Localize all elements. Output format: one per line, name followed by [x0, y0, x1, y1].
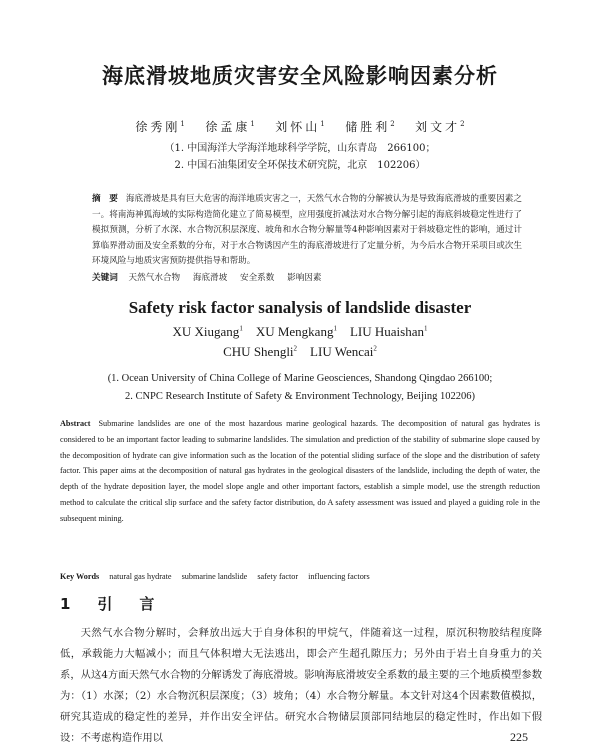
abstract-text: 海底滑坡是具有巨大危害的海洋地质灾害之一，天然气水合物的分解被认为是导致海底滑坡的重要因素之一。将南海神狐海域的实际构造简化建立了简易模型，应用强度折减法对水合物分解引起的海底斜坡稳定性进行了模拟预测，分析了水深、水合物沉积层深度、坡角和水合物分解量等4种影响因素对于斜坡稳定性的影响，通过计算临界滑动面及安全系数的分布，对于水合物诱因产生的海底滑坡进行了定量分析，为今后水合物开采项目或次生环境风险与地质灾害预防提供指导和帮助。 [92, 194, 522, 267]
page-number: 225 [510, 730, 528, 744]
keyword: safety factor [257, 572, 299, 581]
keyword: 天然气水合物 [128, 273, 181, 283]
body-paragraph: 天然气水合物分解时，会释放出远大于自身体积的甲烷气，伴随着这一过程，原沉积物胶结程度降低，承载能力大幅减小；而且气体积增大无法逃出，即会产生超孔隙压力；另外由于岩土自身重力的关系，从这4方面天然气水合物的分解诱发了海底滑坡。影响海底滑坡安全系数的最主要的三个地质模型参数为：（1）水深；（2）水合物沉积层深度；（3）坡角；（4）水合物分解量。本文针对这4个因素数值模拟，研究其造成的稳定性的差异，并作出安全评估。研究水合物储层顶部同结地层的稳定性时，作出如下假设：不考虑构造作用以 [60, 627, 542, 744]
keywords-label: Key Words [60, 572, 100, 581]
author: 刘怀山$^1$ [275, 120, 325, 134]
abstract-label: Abstract [60, 419, 91, 428]
english-authors-line-2 [0, 344, 600, 360]
english-affiliation-1: (1. Ocean University of China College of Marine Geosciences, Shandong Qingdao 266100; [107, 373, 493, 384]
author: CHU Shengli$^2$ [223, 344, 298, 359]
keywords-label: 关键词 [92, 273, 118, 283]
author: 刘文才$^2$ [415, 120, 465, 134]
keyword: 安全系数 [239, 273, 275, 283]
chinese-abstract [92, 192, 522, 270]
chinese-title: 海底滑坡地质灾害安全风险影响因素分析 [102, 64, 498, 88]
keyword: influencing factors [308, 572, 370, 581]
keyword: 海底滑坡 [192, 273, 228, 283]
author: 徐秀刚$^1$ [135, 120, 185, 134]
keyword: natural gas hydrate [109, 572, 172, 581]
abstract-label: 摘 要 [92, 194, 118, 204]
chinese-affiliation-2: 2. 中国石油集团安全环保技术研究院，北京 102206） [174, 160, 426, 171]
english-title: Safety risk factor sanalysis of landslide disaster [128, 298, 472, 317]
keyword: submarine landslide [181, 572, 248, 581]
author: LIU Huaishan$^1$ [349, 324, 428, 339]
english-affiliation-2: 2. CNPC Research Institute of Safety & Environment Technology, Beijing 102206) [124, 391, 476, 402]
english-authors-line-1 [0, 324, 600, 340]
english-keywords [60, 572, 540, 581]
author: XU Xiugang$^1$ [172, 324, 243, 339]
chinese-keywords [92, 271, 522, 283]
abstract-text: Submarine landslides are one of the most hazardous marine geological hazards. The decomposition of natural gas hydrates is considered to be an important factor leading to submarine landslides. The simulation and prediction of the stability of submarine slope caused by the decomposition of hydrate can give information such as the location of the potential sliding surface of the slope and the distribution of safety factor. This paper aims at the decomposition of natural gas hydrates in the geological disasters of the landslide, including the depth of water, the depth of the hydrate deposition layer, the model slope angle and other important factors, establish a simple model, use the strength reduction method to calculate the critical slip surface and the safety factor distribution, do A safety assessment was issued and played a guiding role in the subsequent mining. [60, 419, 540, 523]
chinese-authors [0, 118, 600, 135]
english-abstract [60, 416, 540, 527]
keyword: 影响因素 [287, 273, 322, 283]
author: LIU Wencai$^2$ [310, 344, 377, 359]
chinese-affiliation-1: （1. 中国海洋大学海洋地球科学学院，山东青岛 266100； [164, 143, 436, 154]
author: 徐孟康$^1$ [205, 120, 255, 134]
author: 储胜利$^2$ [345, 120, 395, 134]
section-heading: 1 引 言 [60, 595, 161, 613]
author: XU Mengkang$^1$ [255, 324, 337, 339]
